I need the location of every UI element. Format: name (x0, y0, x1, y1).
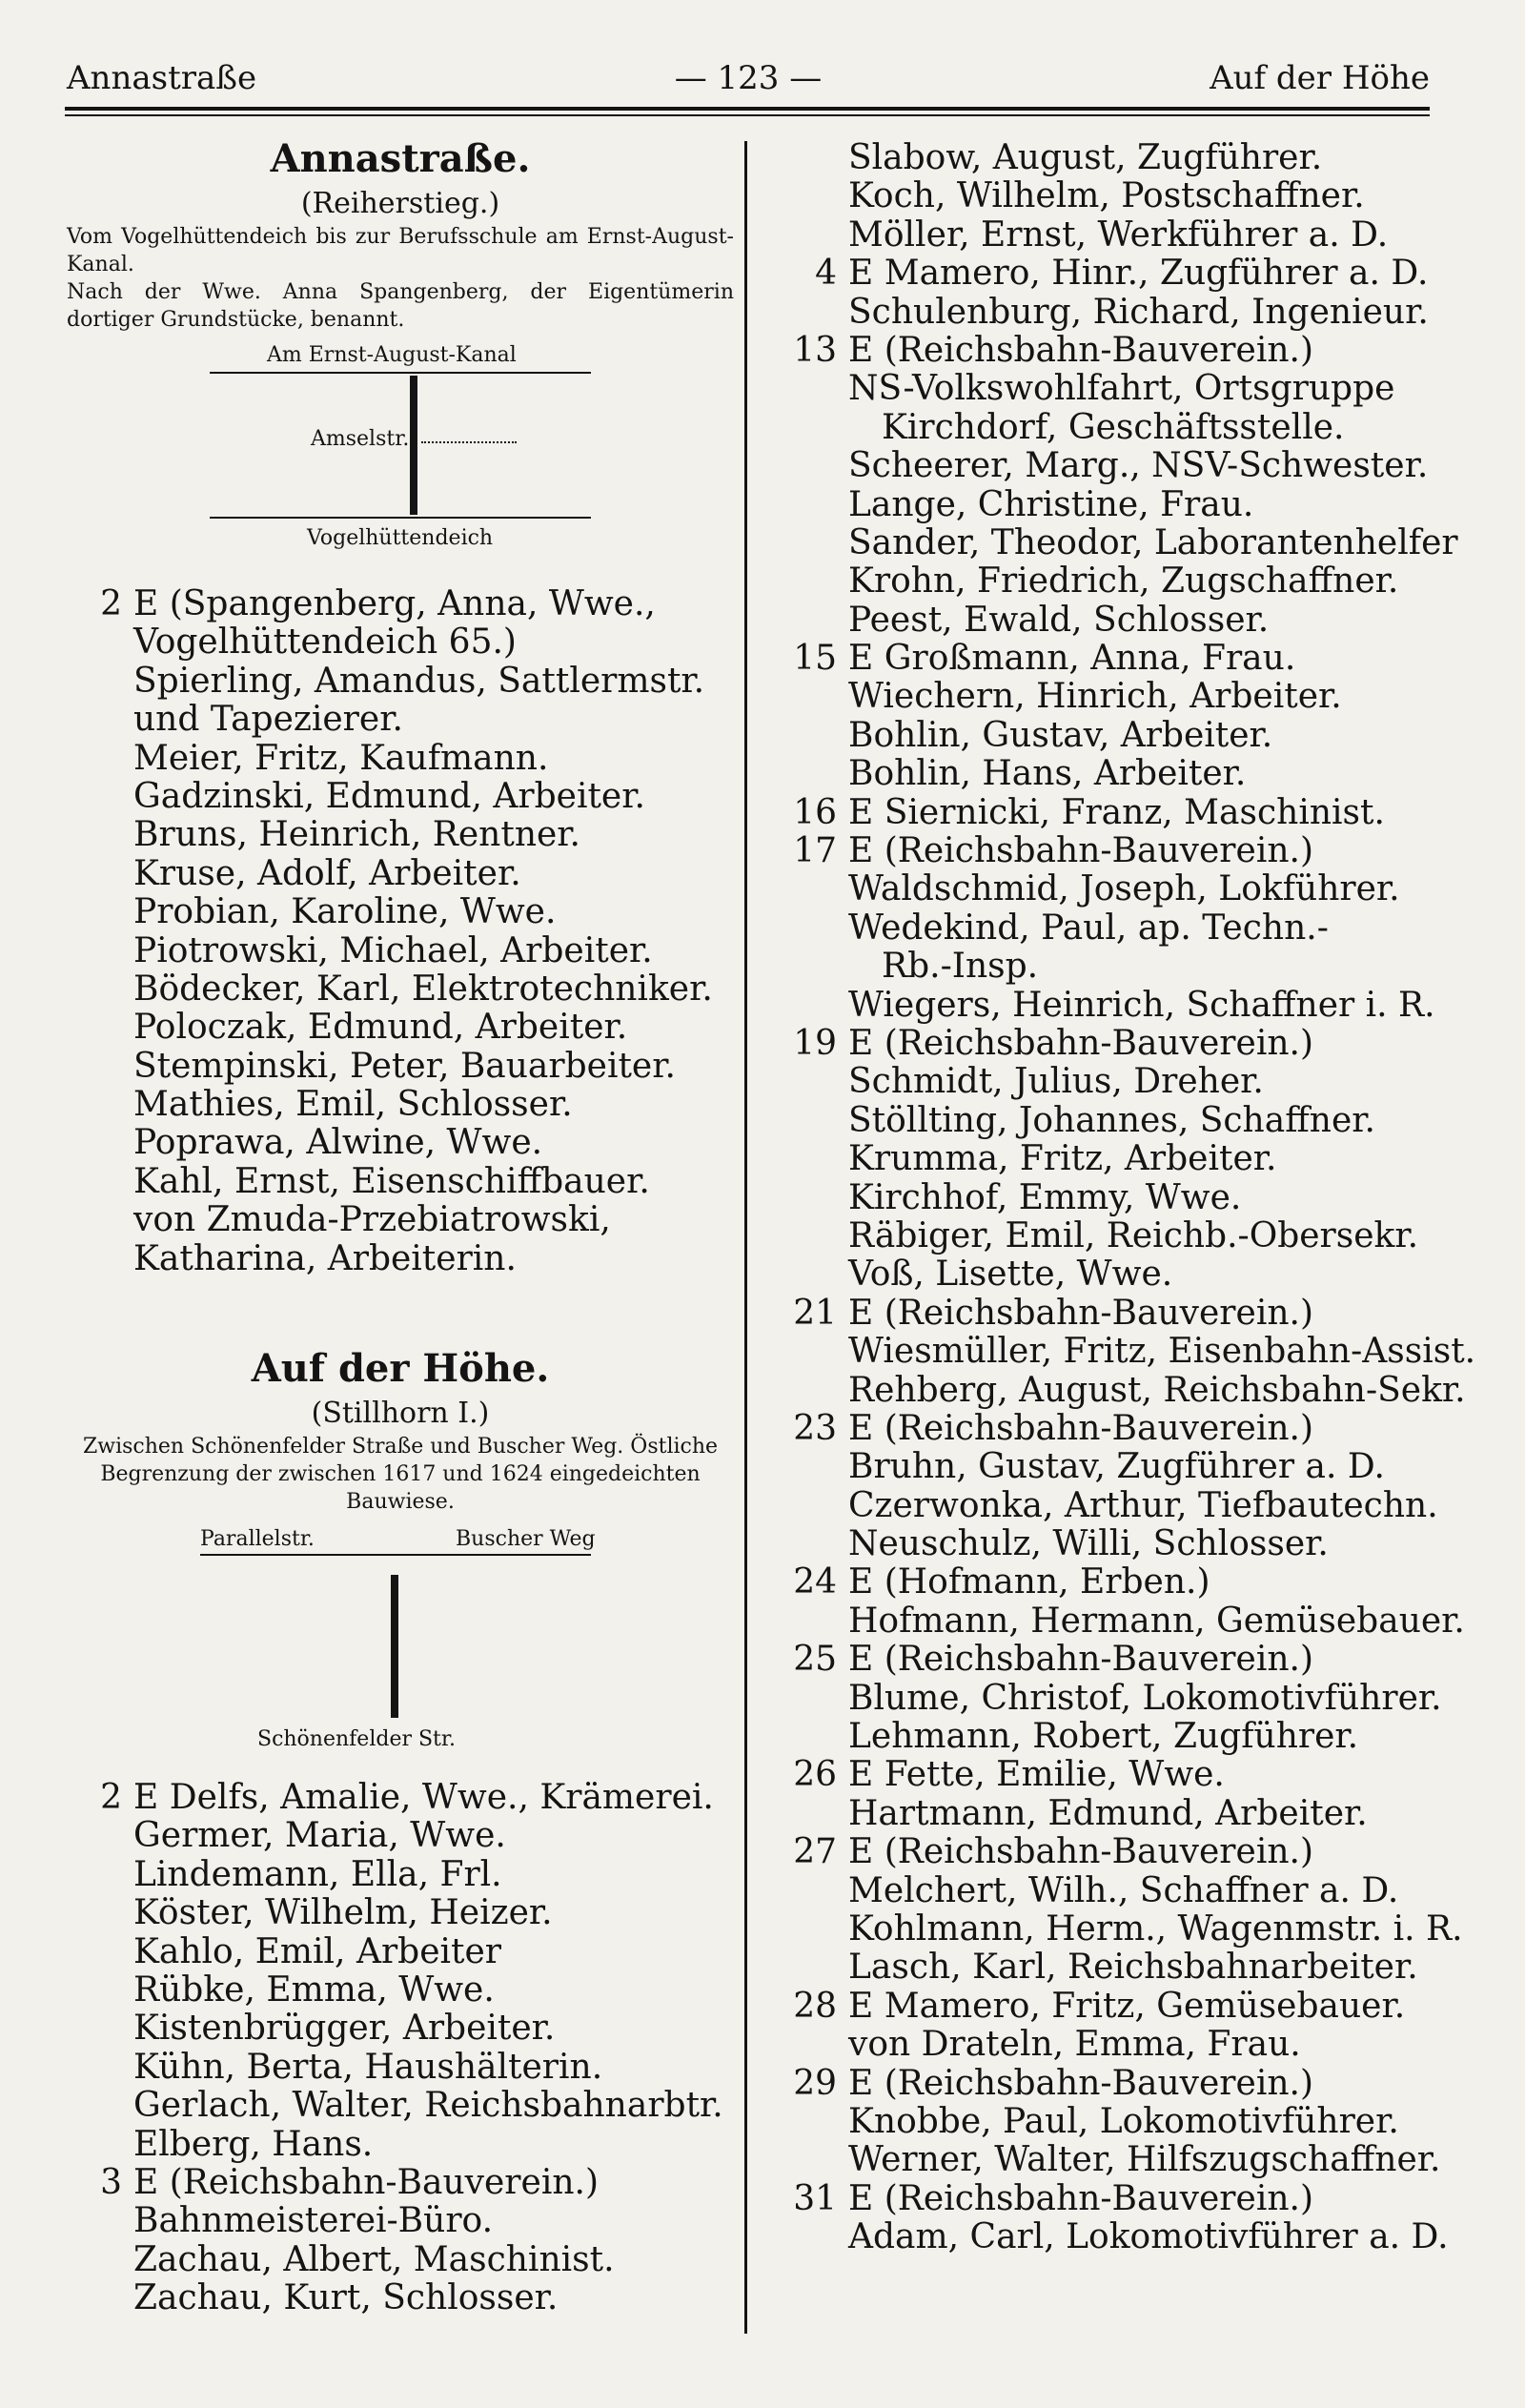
entry-row (782, 1949, 1449, 1987)
house-number (67, 855, 133, 893)
resident-entry: Meier, Fritz, Kaufmann. (133, 738, 549, 778)
resident-entry: von Zmuda-Przebiatrowski, (133, 1200, 611, 1240)
resident-entry: E (Reichsbahn-Bauverein.) (848, 1293, 1314, 1333)
header-rule-thick (65, 107, 1430, 111)
entry-row (782, 1410, 1449, 1448)
house-number (782, 678, 848, 716)
resident-entry: Kistenbrügger, Arbeiter. (133, 2009, 556, 2049)
entry-row (67, 816, 734, 854)
section-annastrasse (67, 133, 734, 1278)
entry-row (67, 2202, 734, 2240)
resident-entry: Czerwonka, Arthur, Tiefbautechn. (848, 1485, 1438, 1525)
entry-row (782, 255, 1449, 293)
street-map-annastrasse (67, 343, 734, 564)
resident-entry: Wiegers, Heinrich, Schaffner i. R. (848, 985, 1435, 1025)
house-number (782, 486, 848, 524)
resident-entry: Germer, Maria, Wwe. (133, 1816, 506, 1856)
entry-row (67, 1856, 734, 1894)
resident-entry: Rb.-Insp. (882, 947, 1039, 987)
entry-row (782, 909, 1449, 948)
resident-entry: Peest, Ewald, Schlosser. (848, 600, 1270, 640)
house-number (67, 1817, 133, 1855)
map-line-top (200, 1554, 591, 1556)
resident-entry: Katharina, Arbeiterin. (133, 1238, 517, 1278)
map-line-bottom (210, 517, 591, 519)
entry-row (782, 1718, 1449, 1756)
map-label-top-right: Buscher Weg (456, 1527, 596, 1552)
resident-entry: Räbiger, Emil, Reichb.-Obersekr. (848, 1215, 1419, 1255)
resident-entry: Rehberg, August, Reichsbahn-Sekr. (848, 1370, 1466, 1410)
entry-row (782, 139, 1449, 177)
entry-list-auf-der-hoehe-continued (782, 138, 1476, 2257)
resident-entry: Hartmann, Edmund, Arbeiter. (848, 1793, 1368, 1833)
entry-row (67, 1201, 734, 1239)
entry-row (67, 778, 734, 816)
house-number (782, 1718, 848, 1756)
house-number (67, 1124, 133, 1162)
resident-entry: E (Reichsbahn-Bauverein.) (848, 1640, 1314, 1680)
right-column (782, 138, 1476, 2257)
resident-entry: Slabow, August, Zugführer. (848, 138, 1323, 177)
house-number (782, 870, 848, 908)
entry-row (67, 1124, 734, 1162)
resident-entry: Probian, Karoline, Wwe. (133, 892, 557, 932)
house-number (782, 948, 848, 986)
entry-row (67, 2010, 734, 2048)
house-number: 4 (815, 254, 837, 294)
house-number (782, 2103, 848, 2141)
resident-entry: E Fette, Emilie, Wwe. (848, 1755, 1225, 1795)
entry-row (782, 1025, 1449, 1063)
entry-row (67, 2126, 734, 2164)
house-number (67, 2241, 133, 2279)
house-number: 28 (793, 1986, 837, 2026)
entry-row (782, 1641, 1449, 1679)
entry-row (782, 2103, 1449, 2141)
house-number (782, 1217, 848, 1255)
resident-entry: Werner, Walter, Hilfszugschaffner. (848, 2140, 1441, 2180)
resident-entry: Bahnmeisterei-Büro. (133, 2201, 494, 2241)
resident-entry: Piotrowski, Michael, Arbeiter. (133, 930, 653, 970)
resident-entry: Lehmann, Robert, Zugführer. (848, 1717, 1359, 1757)
map-line-top (210, 372, 591, 374)
entry-row (67, 1817, 734, 1855)
resident-entry: und Tapezierer. (133, 700, 403, 740)
house-number (782, 1872, 848, 1910)
resident-entry: Stempinski, Peter, Bauarbeiter. (133, 1046, 676, 1086)
house-number (67, 1933, 133, 1971)
entry-row (782, 2026, 1449, 2064)
resident-entry: Wedekind, Paul, ap. Techn.- (848, 908, 1329, 948)
entry-row (782, 678, 1449, 716)
entry-row (782, 794, 1449, 832)
house-number (67, 970, 133, 1009)
house-number (67, 2202, 133, 2240)
left-column (67, 133, 734, 2318)
section-title: Auf der Höhe. (251, 1346, 550, 1392)
entry-row (67, 701, 734, 739)
resident-entry: Wiesmüller, Fritz, Eisenbahn-Assist. (848, 1332, 1476, 1372)
resident-entry: E (Hofmann, Erben.) (848, 1562, 1210, 1602)
resident-entry: Zachau, Kurt, Schlosser. (133, 2278, 559, 2318)
entry-row (67, 585, 734, 623)
entry-row (67, 623, 734, 662)
resident-entry: Krumma, Fritz, Arbeiter. (848, 1139, 1277, 1179)
entry-row (782, 447, 1449, 485)
resident-entry: Blume, Christof, Lokomotivführer. (848, 1678, 1442, 1718)
entry-row (67, 1971, 734, 2010)
entry-row (782, 1140, 1449, 1178)
entry-row (67, 1009, 734, 1047)
house-number (782, 987, 848, 1025)
house-number: 27 (793, 1832, 837, 1872)
entry-row (67, 855, 734, 893)
house-number (782, 216, 848, 255)
house-number (67, 778, 133, 816)
house-number (782, 562, 848, 601)
house-number: 23 (793, 1408, 837, 1448)
map-label-side: Amselstr. (311, 427, 410, 451)
house-number (67, 816, 133, 854)
house-number (67, 2010, 133, 2048)
resident-entry: E Delfs, Amalie, Wwe., Krämerei. (133, 1778, 714, 1818)
house-number: 3 (100, 2162, 122, 2202)
house-number (782, 370, 848, 408)
resident-entry: Melchert, Wilh., Schaffner a. D. (848, 1870, 1399, 1910)
resident-entry: E (Reichsbahn-Bauverein.) (848, 1408, 1314, 1448)
resident-entry: E (Reichsbahn-Bauverein.) (848, 2063, 1314, 2103)
entry-row (782, 216, 1449, 255)
entry-row (67, 2164, 734, 2202)
street-map-auf-der-hoehe (67, 1525, 734, 1754)
map-label-top: Am Ernst-August-Kanal (267, 343, 517, 367)
entry-row (782, 1063, 1449, 1101)
section-description: Vom Vogelhüttendeich bis zur Berufsschule am Ernst-August-Kanal. (67, 225, 734, 276)
entry-row (782, 2065, 1449, 2103)
resident-entry: E Mamero, Fritz, Gemüsebauer. (848, 1986, 1406, 2026)
entry-list-auf-der-hoehe (67, 1779, 734, 2317)
map-label-bottom: Schönenfelder Str. (257, 1727, 456, 1752)
entry-row (782, 1988, 1449, 2026)
resident-entry: Poprawa, Alwine, Wwe. (133, 1123, 543, 1163)
house-number (782, 755, 848, 793)
house-number (67, 2279, 133, 2317)
page-number: — 123 — (674, 59, 823, 97)
house-number (782, 1102, 848, 1140)
house-number (782, 1680, 848, 1718)
resident-entry: Waldschmid, Joseph, Lokführer. (848, 869, 1400, 909)
house-number: 15 (793, 639, 837, 679)
house-number (67, 893, 133, 931)
resident-entry: Neuschulz, Willi, Schlosser. (848, 1524, 1329, 1564)
map-line-dotted (421, 441, 517, 443)
house-number: 17 (793, 831, 837, 871)
entry-row (782, 1370, 1466, 1410)
resident-entry: E (Reichsbahn-Bauverein.) (848, 1023, 1314, 1063)
resident-entry: von Drateln, Emma, Frau. (848, 2025, 1301, 2065)
house-number (782, 2218, 848, 2256)
house-number (782, 2026, 848, 2064)
resident-entry: Spierling, Amandus, Sattlermstr. (133, 661, 705, 701)
resident-entry: Bruns, Heinrich, Rentner. (133, 815, 581, 855)
resident-entry: Vogelhüttendeich 65.) (133, 622, 517, 663)
section-subtitle: (Stillhorn I.) (311, 1397, 490, 1431)
house-number (782, 1063, 848, 1101)
entry-row (67, 893, 734, 931)
resident-entry: Köster, Wilhelm, Heizer. (133, 1893, 553, 1933)
entry-row (782, 2180, 1449, 2218)
entry-row (782, 486, 1449, 524)
house-number (67, 1971, 133, 2010)
entry-row (782, 522, 1458, 562)
house-number (782, 909, 848, 948)
entry-row (67, 932, 734, 970)
house-number (782, 1795, 848, 1833)
resident-entry: Gerlach, Walter, Reichsbahnarbtr. (133, 2086, 723, 2126)
resident-entry: E (Reichsbahn-Bauverein.) (848, 2178, 1314, 2218)
resident-entry: Mathies, Emil, Schlosser. (133, 1085, 573, 1125)
house-number (782, 1448, 848, 1486)
house-number (67, 1240, 133, 1278)
house-number (67, 1856, 133, 1894)
house-number (782, 1949, 848, 1987)
house-number (67, 1163, 133, 1201)
entry-row (782, 870, 1449, 908)
house-number: 26 (793, 1755, 837, 1795)
entry-row (67, 1048, 734, 1086)
resident-entry: Elberg, Hans. (133, 2124, 374, 2164)
house-number: 21 (793, 1293, 837, 1333)
entry-row (782, 1601, 1465, 1641)
entry-row (67, 663, 734, 701)
entry-row (67, 1933, 734, 1971)
resident-entry: Kruse, Adolf, Arbeiter. (133, 853, 521, 893)
entry-row (782, 294, 1449, 332)
entry-row (67, 1163, 734, 1201)
house-number: 2 (100, 1778, 122, 1818)
house-number: 31 (793, 2178, 837, 2218)
map-label-top-left: Parallelstr. (200, 1527, 315, 1552)
entry-row (782, 1332, 1476, 1372)
resident-entry: Bödecker, Karl, Elektrotechniker. (133, 969, 713, 1009)
house-number: 24 (793, 1562, 837, 1602)
entry-row (782, 1255, 1449, 1294)
entry-row (782, 602, 1449, 640)
section-auf-der-hoehe (67, 1343, 734, 2317)
entry-row (782, 1563, 1449, 1602)
resident-entry: E (Reichsbahn-Bauverein.) (848, 831, 1314, 871)
resident-entry: Lange, Christine, Frau. (848, 484, 1254, 524)
entry-row (782, 640, 1449, 678)
resident-entry: E (Reichsbahn-Bauverein.) (848, 330, 1314, 370)
entry-list-annastrasse (67, 585, 734, 1278)
resident-entry: E Großmann, Anna, Frau. (848, 639, 1296, 679)
house-number (67, 2087, 133, 2125)
resident-entry: Kühn, Berta, Haushälterin. (133, 2047, 603, 2087)
entry-row (782, 1833, 1449, 1871)
entry-row (782, 1179, 1449, 1217)
resident-entry: Kahlo, Emil, Arbeiter (133, 1931, 501, 1971)
resident-entry: Knobbe, Paul, Lokomotivführer. (848, 2101, 1399, 2141)
house-number (67, 1048, 133, 1086)
map-label-bottom: Vogelhüttendeich (307, 526, 494, 550)
resident-entry: E Siernicki, Franz, Maschinist. (848, 792, 1385, 832)
entry-row (782, 1908, 1463, 1949)
house-number (782, 1179, 848, 1217)
house-number (782, 1525, 848, 1563)
entry-row (782, 1448, 1449, 1486)
entry-row (782, 1295, 1449, 1333)
house-number (782, 1602, 848, 1641)
house-number (67, 932, 133, 970)
header-left-street: Annastraße (67, 59, 257, 97)
resident-entry: Schmidt, Julius, Dreher. (848, 1062, 1264, 1102)
house-number: 16 (793, 792, 837, 832)
resident-entry: E (Spangenberg, Anna, Wwe., (133, 584, 656, 623)
entry-row (67, 1086, 734, 1124)
entry-row (782, 717, 1449, 755)
resident-entry: Stöllting, Johannes, Schaffner. (848, 1100, 1375, 1140)
resident-entry: NS-Volkswohlfahrt, Ortsgruppe (848, 369, 1395, 409)
house-number (67, 1894, 133, 1932)
resident-entry: Möller, Ernst, Werkführer a. D. (848, 214, 1389, 255)
entry-row (782, 2218, 1449, 2256)
resident-entry: Kohlmann, Herm., Wagenmstr. i. R. (848, 1908, 1463, 1949)
house-number (782, 294, 848, 332)
house-number: 19 (793, 1023, 837, 1063)
house-number (782, 1255, 848, 1294)
house-number (782, 2141, 848, 2179)
house-number (782, 602, 848, 640)
header-right-street: Auf der Höhe (1210, 59, 1430, 97)
house-number (782, 139, 848, 177)
house-number (67, 2126, 133, 2164)
resident-entry: Kirchhof, Emmy, Wwe. (848, 1177, 1242, 1217)
entry-row (782, 1756, 1449, 1794)
house-number (782, 1487, 848, 1525)
resident-entry: Lindemann, Ella, Frl. (133, 1854, 502, 1894)
resident-entry: Gadzinski, Edmund, Arbeiter. (133, 776, 645, 816)
resident-entry: E (Reichsbahn-Bauverein.) (848, 1832, 1314, 1872)
resident-entry: Kirchdorf, Geschäftsstelle. (882, 407, 1345, 447)
entry-row (67, 1894, 734, 1932)
house-number (782, 1333, 848, 1371)
entry-row (782, 370, 1449, 408)
house-number: 13 (793, 330, 837, 370)
house-number (67, 701, 133, 739)
resident-entry: E (Reichsbahn-Bauverein.) (133, 2162, 600, 2202)
entry-row (67, 2049, 734, 2087)
resident-entry: Schulenburg, Richard, Ingenieur. (848, 292, 1429, 332)
entry-row (67, 1779, 734, 1817)
entry-row (782, 1487, 1449, 1525)
entry-row (67, 2279, 734, 2317)
entry-row (67, 970, 734, 1009)
header-rule-thin (65, 114, 1430, 116)
house-number (782, 1910, 848, 1949)
house-number (782, 409, 848, 447)
house-number (782, 447, 848, 485)
entry-row (782, 562, 1449, 601)
section-title: Annastraße. (270, 136, 531, 181)
house-number (67, 623, 133, 662)
section-subtitle: (Reiherstieg.) (300, 187, 500, 220)
resident-entry: Rübke, Emma, Wwe. (133, 1969, 495, 2010)
house-number (67, 663, 133, 701)
entry-row (782, 1525, 1449, 1563)
entry-row (67, 740, 734, 778)
resident-entry: Bohlin, Hans, Arbeiter. (848, 754, 1247, 794)
resident-entry: Koch, Wilhelm, Postschaffner. (848, 176, 1365, 216)
entry-row (782, 1102, 1449, 1140)
house-number (782, 1140, 848, 1178)
entry-row (782, 987, 1449, 1025)
map-line-annastrasse (410, 376, 417, 515)
house-number (782, 524, 848, 562)
entry-row (67, 1240, 734, 1278)
page-header (67, 59, 1430, 109)
resident-entry: E Mamero, Hinr., Zugführer a. D. (848, 254, 1429, 294)
house-number (67, 1086, 133, 1124)
resident-entry: Scheerer, Marg., NSV-Schwester. (848, 446, 1429, 486)
resident-entry: Sander, Theodor, Laborantenhelfer (848, 522, 1458, 562)
entry-row (782, 409, 1449, 447)
entry-row (782, 177, 1449, 215)
resident-entry: Adam, Carl, Lokomotivführer a. D. (848, 2217, 1449, 2257)
resident-entry: Hofmann, Hermann, Gemüsebauer. (848, 1601, 1465, 1641)
house-number (782, 1372, 848, 1410)
entry-row (782, 1795, 1449, 1833)
house-number (67, 1201, 133, 1239)
entry-row (782, 1217, 1449, 1255)
resident-entry: Bohlin, Gustav, Arbeiter. (848, 715, 1273, 755)
entry-row (782, 332, 1449, 370)
house-number (782, 177, 848, 215)
entry-row (782, 2141, 1449, 2179)
house-number: 25 (793, 1640, 837, 1680)
house-number (782, 717, 848, 755)
section-description: Zwischen Schönenfelder Straße und Buscher Weg. Östliche Begrenzung der zwischen 1617 und 1624 eingedeichten Bauwiese. (82, 1435, 719, 1515)
house-number: 29 (793, 2063, 837, 2103)
resident-entry: Voß, Lisette, Wwe. (848, 1255, 1173, 1295)
house-number (67, 2049, 133, 2087)
house-number (67, 740, 133, 778)
map-line-auf-der-hoehe (391, 1575, 398, 1718)
resident-entry: Poloczak, Edmund, Arbeiter. (133, 1008, 628, 1048)
entry-row (782, 755, 1449, 793)
entry-row (782, 832, 1449, 870)
resident-entry: Kahl, Ernst, Eisenschiffbauer. (133, 1161, 650, 1201)
entry-row (782, 1872, 1449, 1910)
entry-row (67, 2241, 734, 2279)
entry-row (782, 1680, 1449, 1718)
resident-entry: Bruhn, Gustav, Zugführer a. D. (848, 1447, 1385, 1487)
entry-row (782, 948, 1449, 986)
section-description: Nach der Wwe. Anna Spangenberg, der Eigentümerin dortiger Grundstücke, benannt. (67, 280, 734, 332)
house-number: 2 (100, 584, 122, 623)
entry-row (67, 2087, 734, 2125)
column-divider (744, 141, 747, 2334)
resident-entry: Lasch, Karl, Reichsbahnarbeiter. (848, 1948, 1418, 1988)
house-number (67, 1009, 133, 1047)
resident-entry: Zachau, Albert, Maschinist. (133, 2239, 615, 2279)
resident-entry: Krohn, Friedrich, Zugschaffner. (848, 561, 1399, 602)
resident-entry: Wiechern, Hinrich, Arbeiter. (848, 677, 1342, 717)
